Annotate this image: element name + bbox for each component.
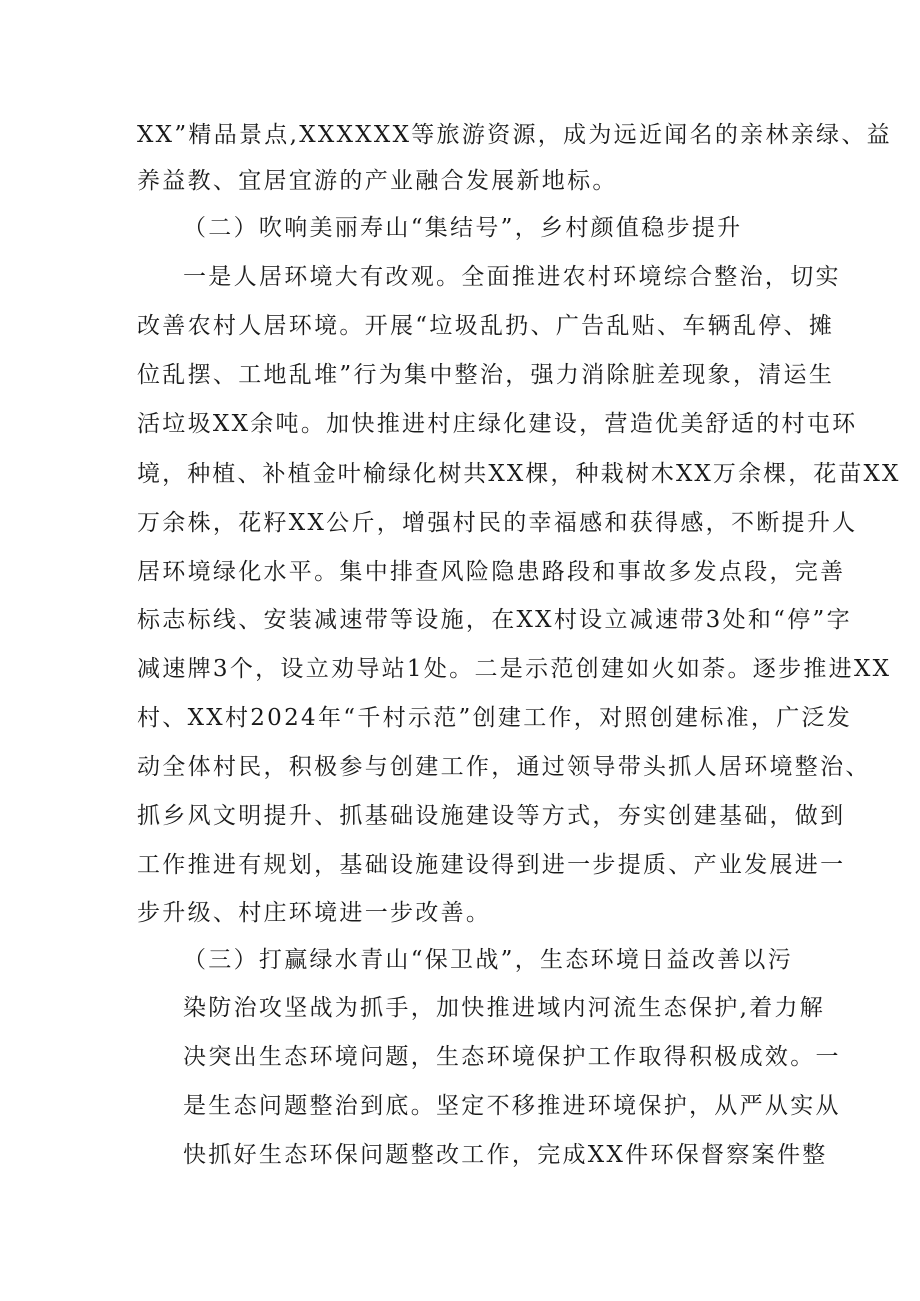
section-heading-2: （二）吹响美丽寿山“集结号”，乡村颜值稳步提升 [183,215,743,241]
paragraph-line: 抓乡风文明提升、抓基础设施建设等方式，夯实创建基础，做到 [137,803,846,829]
paragraph-line: 位乱摆、工地乱堆”行为集中整治，强力消除脏差现象，清运生 [137,362,835,388]
paragraph-line: 减速牌3个，设立劝导站1处。二是示范创建如火如荼。逐步推进XX [137,656,892,682]
paragraph-line: 是生态问题整治到底。坚定不移推进环境保护，从严从实从 [183,1093,841,1119]
paragraph-line: 快抓好生态环保问题整改工作，完成XX件环保督察案件整 [183,1142,828,1168]
paragraph-line: 动全体村民，积极参与创建工作，通过领导带头抓人居环境整治、 [137,754,871,780]
paragraph-line: 工作推进有规划，基础设施建设得到进一步提质、产业发展进一 [137,852,846,878]
paragraph-line: 境，种植、补植金叶榆绿化树共XX棵，种栽树木XX万余棵，花苗XX [137,461,901,487]
paragraph-line: 活垃圾XX余吨。加快推进村庄绿化建设，营造优美舒适的村屯环 [137,411,858,437]
section-heading-3: （三）打赢绿水青山“保卫战”，生态环境日益改善以污 [183,947,794,973]
paragraph-line: 染防治攻坚战为抓手，加快推进域内河流生态保护,着力解 [183,995,826,1021]
paragraph-line: 决突出生态环境问题，生态环境保护工作取得积极成效。一 [183,1044,841,1070]
paragraph-line: 养益教、宜居宜游的产业融合发展新地标。 [137,168,618,194]
paragraph-line: 村、XX村2024年“千村示范”创建工作，对照创建标准，广泛发 [137,705,853,731]
paragraph-line: 标志标线、安装减速带等设施，在XX村设立减速带3处和“停”字 [137,607,852,633]
paragraph-line: 改善农村人居环境。开展“垃圾乱扔、广告乱贴、车辆乱停、摊 [137,313,835,339]
paragraph-line: 步升级、村庄环境进一步改善。 [137,900,492,926]
paragraph-line: 一是人居环境大有改观。全面推进农村环境综合整治，切实 [183,264,841,290]
paragraph-line: 万余株，花籽XX公斤，增强村民的幸福感和获得感，不断提升人 [137,510,858,536]
paragraph-line: 居环境绿化水平。集中排查风险隐患路段和事故多发点段，完善 [137,559,846,585]
paragraph-line: XX”精品景点,XXXXXX等旅游资源，成为远近闻名的亲林亲绿、益 [137,122,892,148]
